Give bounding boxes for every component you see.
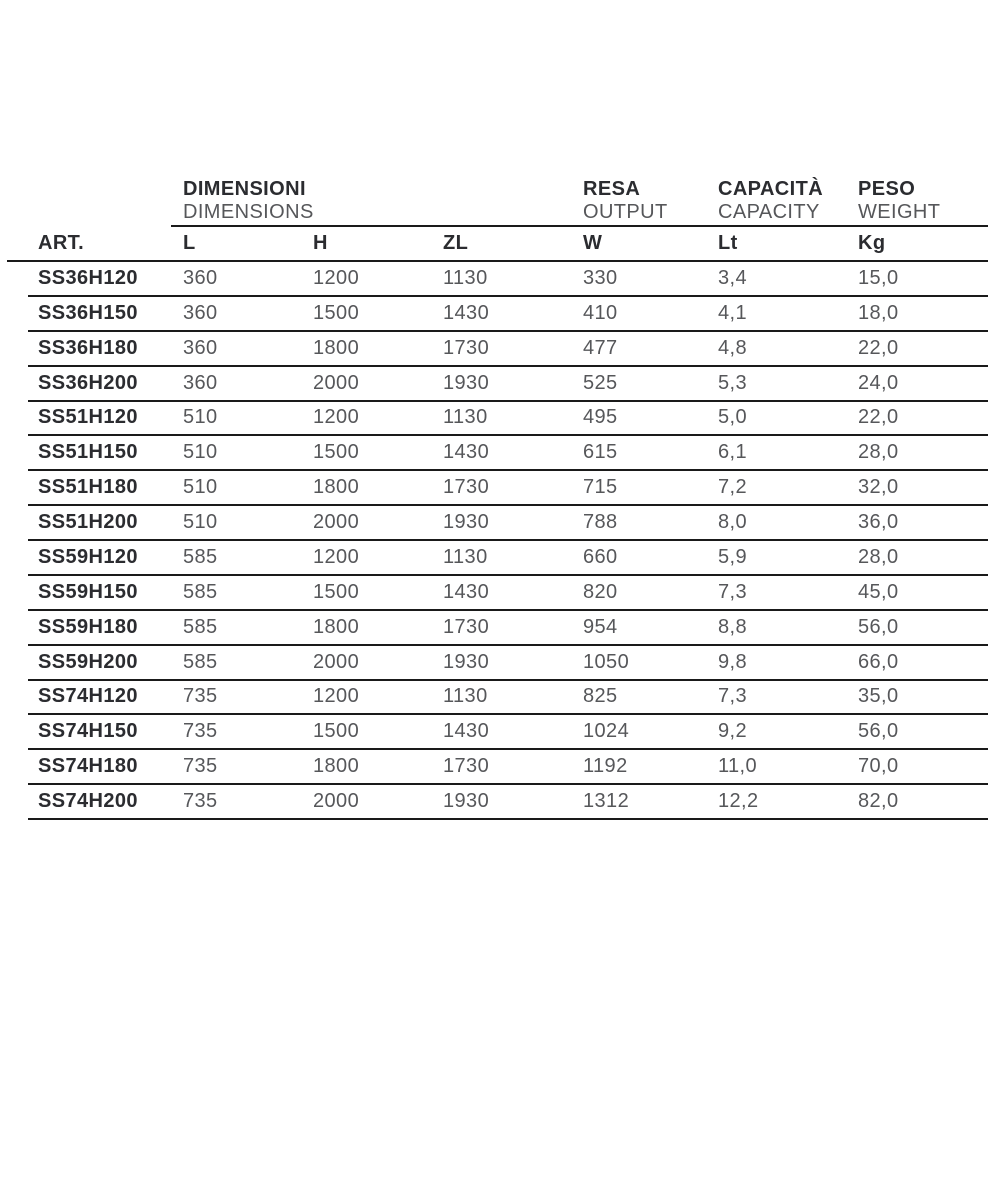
cell-zl: 1930 [443,511,490,534]
cell-kg: 22,0 [858,336,899,359]
cell-art: SS36H200 [38,371,138,394]
cell-kg: 24,0 [858,371,899,394]
cell-art: SS74H180 [38,755,138,778]
cell-h: 1500 [313,441,360,464]
group-weight-title-en: WEIGHT [858,201,941,223]
cell-h: 2000 [313,511,360,534]
group-capacity-title-en: CAPACITY [718,201,820,223]
cell-l: 735 [183,790,218,813]
group-capacity-title-it: CAPACITÀ [718,178,824,200]
cell-zl: 1430 [443,720,490,743]
group-output-title-en: OUTPUT [583,201,668,223]
cell-zl: 1930 [443,650,490,673]
cell-lt: 3,4 [718,266,748,289]
cell-zl: 1130 [443,266,488,289]
cell-art: SS59H120 [38,545,138,568]
cell-l: 360 [183,336,218,359]
cell-w: 820 [583,580,618,603]
cell-lt: 8,8 [718,615,748,638]
cell-art: SS59H150 [38,580,138,603]
group-capacity [718,178,858,224]
table-row [28,506,988,541]
cell-art: SS74H200 [38,790,138,813]
cell-kg: 35,0 [858,685,899,708]
cell-zl: 1430 [443,301,490,324]
cell-l: 510 [183,511,218,534]
cell-lt: 7,3 [718,685,748,708]
cell-h: 1200 [313,685,360,708]
table-row [28,541,988,576]
cell-kg: 82,0 [858,790,899,813]
cell-h: 1200 [313,266,360,289]
cell-kg: 18,0 [858,301,899,324]
cell-w: 715 [583,476,618,499]
cell-lt: 6,1 [718,441,748,464]
cell-l: 360 [183,266,218,289]
cell-lt: 5,9 [718,545,748,568]
cell-w: 495 [583,406,618,429]
cell-lt: 7,3 [718,580,748,603]
cell-kg: 70,0 [858,755,899,778]
cell-zl: 1130 [443,685,488,708]
cell-kg: 56,0 [858,720,899,743]
cell-art: SS36H180 [38,336,138,359]
cell-zl: 1730 [443,476,490,499]
cell-h: 2000 [313,371,360,394]
cell-lt: 9,8 [718,650,748,673]
table-row [28,262,988,297]
cell-art: SS51H180 [38,476,138,499]
cell-lt: 11,0 [718,755,758,778]
column-header-l: L [183,231,196,254]
cell-art: SS36H150 [38,301,138,324]
cell-l: 735 [183,755,218,778]
cell-art: SS59H200 [38,650,138,673]
cell-lt: 5,0 [718,406,748,429]
cell-zl: 1430 [443,580,490,603]
cell-h: 1500 [313,720,360,743]
cell-w: 615 [583,441,618,464]
cell-kg: 32,0 [858,476,899,499]
cell-zl: 1730 [443,755,490,778]
table-row [28,715,988,750]
cell-lt: 8,0 [718,511,748,534]
cell-zl: 1130 [443,545,488,568]
group-output-title-it: RESA [583,178,641,200]
cell-zl: 1930 [443,371,490,394]
table-body [28,262,988,820]
group-output [583,178,718,224]
cell-w: 1024 [583,720,630,743]
column-header-zl: ZL [443,231,469,254]
cell-art: SS59H180 [38,615,138,638]
cell-w: 525 [583,371,618,394]
column-header-lt: Lt [718,231,738,254]
group-dimensions-title-en: DIMENSIONS [183,201,314,223]
cell-zl: 1730 [443,336,490,359]
cell-lt: 9,2 [718,720,748,743]
table-group-header-row [28,178,988,225]
column-header-w: W [583,231,603,254]
cell-zl: 1730 [443,615,490,638]
cell-kg: 22,0 [858,406,899,429]
column-header-kg: Kg [858,231,886,254]
cell-w: 410 [583,301,618,324]
cell-kg: 56,0 [858,615,899,638]
cell-h: 1200 [313,406,360,429]
cell-l: 585 [183,615,218,638]
cell-lt: 4,8 [718,336,748,359]
table-row [28,681,988,716]
cell-art: SS36H120 [38,266,138,289]
cell-w: 330 [583,266,618,289]
cell-kg: 36,0 [858,511,899,534]
table-row [28,750,988,785]
table-row [28,332,988,367]
cell-w: 660 [583,545,618,568]
spec-table [28,178,988,820]
cell-art: SS51H120 [38,406,138,429]
group-weight-title-it: PESO [858,178,916,200]
cell-art: SS74H150 [38,720,138,743]
cell-w: 954 [583,615,618,638]
cell-zl: 1430 [443,441,490,464]
table-row [28,297,988,332]
table-row [28,611,988,646]
cell-w: 788 [583,511,618,534]
cell-l: 510 [183,441,218,464]
cell-zl: 1930 [443,790,490,813]
group-dimensions-title-it: DIMENSIONI [183,178,306,200]
cell-h: 1800 [313,336,360,359]
cell-l: 360 [183,371,218,394]
group-weight [858,178,988,224]
cell-l: 735 [183,720,218,743]
table-row [28,436,988,471]
cell-h: 1800 [313,476,360,499]
cell-w: 1192 [583,755,628,778]
cell-h: 1500 [313,301,360,324]
cell-h: 1500 [313,580,360,603]
cell-art: SS74H120 [38,685,138,708]
cell-w: 1050 [583,650,630,673]
cell-l: 585 [183,650,218,673]
cell-l: 510 [183,406,218,429]
cell-kg: 28,0 [858,545,899,568]
cell-art: SS51H200 [38,511,138,534]
table-column-header-row [28,227,988,260]
table-row [28,785,988,820]
cell-lt: 12,2 [718,790,759,813]
column-header-art: ART. [38,231,85,254]
cell-h: 2000 [313,790,360,813]
cell-l: 735 [183,685,218,708]
cell-lt: 4,1 [718,301,748,324]
cell-kg: 28,0 [858,441,899,464]
cell-w: 477 [583,336,618,359]
cell-lt: 5,3 [718,371,748,394]
cell-kg: 66,0 [858,650,899,673]
cell-kg: 15,0 [858,266,899,289]
group-dimensions [183,178,583,224]
table-row [28,402,988,437]
cell-h: 2000 [313,650,360,673]
cell-l: 585 [183,580,218,603]
cell-lt: 7,2 [718,476,748,499]
cell-kg: 45,0 [858,580,899,603]
cell-l: 360 [183,301,218,324]
table-row [28,646,988,681]
cell-art: SS51H150 [38,441,138,464]
table-row [28,367,988,402]
cell-zl: 1130 [443,406,488,429]
cell-l: 585 [183,545,218,568]
cell-h: 1200 [313,545,360,568]
cell-h: 1800 [313,615,360,638]
column-header-h: H [313,231,328,254]
cell-h: 1800 [313,755,360,778]
table-row [28,471,988,506]
cell-w: 825 [583,685,618,708]
table-row [28,576,988,611]
cell-w: 1312 [583,790,630,813]
cell-l: 510 [183,476,218,499]
